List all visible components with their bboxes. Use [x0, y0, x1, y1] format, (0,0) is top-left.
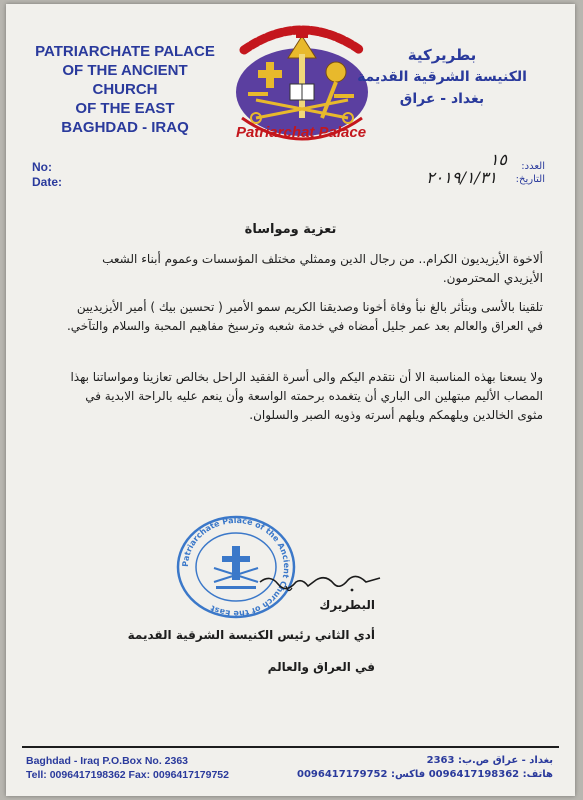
letterhead-en-line-1: PATRIARCHATE PALACE — [35, 43, 215, 60]
footer-en-phones: Tell: 0096417198362 Fax: 0096417179752 — [26, 769, 229, 781]
letterhead-arabic — [347, 44, 537, 110]
letter-salutation: ألاخوة الأيزيديون الكرام.. من رجال الدين وممثلي مختلف المؤسسات وعموم أبناء الشعب الأيزيدي المحترمون. — [102, 252, 543, 285]
reference-fields-english — [32, 160, 62, 190]
stamp-ring-text: Patriarchate Palace of the Ancient Church of the East — [180, 515, 292, 619]
signatory-region: في العراق والعالم — [267, 660, 375, 674]
handwritten-date: ٢٠١٩/١/٣١ — [426, 168, 497, 187]
footer-divider — [22, 746, 559, 748]
footer-arabic — [297, 754, 553, 782]
footer-english — [26, 754, 229, 782]
ar-date-label: التاريخ: — [515, 174, 545, 185]
letterhead-en-line-3: OF THE EAST — [75, 100, 175, 117]
footer-ar-phones: هاتف: 0096417198362 فاكس: 0096417179752 — [297, 769, 553, 780]
letter-paragraph-1: تلقينا بالأسى وبتأثر بالغ نبأ وفاة أخونا وصديقنا الكريم سمو الأمير ( تحسين بيك ) أمير الأيزيديين في العراق والعالم بعد عمر جليل أمضاه في خدمة شعبه وترسيخ مفاهيم المحبة والسلام والتآخي. — [66, 300, 543, 333]
footer-en-address: Baghdad - Iraq P.O.Box No. 2363 — [26, 755, 189, 767]
letterhead-en-line-4: BAGHDAD - IRAQ — [61, 119, 189, 136]
letterhead-en-line-2: OF THE ANCIENT CHURCH — [62, 62, 188, 98]
letterhead-ar-line-1: بطريركية — [407, 46, 477, 64]
ar-no-label: العدد: — [521, 161, 545, 172]
letter-paragraph-2: ولا يسعنا بهذه المناسبة الا أن نتقدم اليكم والى أسرة الفقيد الراحل بخالص تعازينا ومواساتنا بهذا المصاب الأليم مبتهلين الى الباري أن يتغمده برحمته الواسعة وأن ينعم عليه بالراحة الابدية في مثوى الخالدين ويلهمكم ويلهم أسرته وذويه الصبر والسلوان. — [70, 370, 543, 422]
letterhead-ar-line-2: الكنيسة الشرقية القديمة — [357, 69, 527, 85]
reference-fields-arabic — [516, 160, 545, 186]
letter-page — [6, 4, 575, 796]
signatory-name: أدي الثاني رئيس الكنيسة الشرقية القديمة — [127, 628, 375, 642]
handwritten-number: ١٥ — [489, 150, 507, 169]
letterhead-english — [30, 42, 220, 137]
footer-ar-address: بغداد - عراق ص.ب: 2363 — [426, 755, 553, 766]
logo-caption: Patriarchat Palace — [235, 124, 367, 141]
date-label: Date: — [32, 175, 63, 189]
no-label: No: — [32, 160, 52, 174]
signatory-title: البطريرك — [319, 598, 375, 612]
letterhead-ar-line-3: بغداد - عراق — [399, 91, 485, 107]
letter-title: تعزية ومواساة — [244, 222, 337, 237]
